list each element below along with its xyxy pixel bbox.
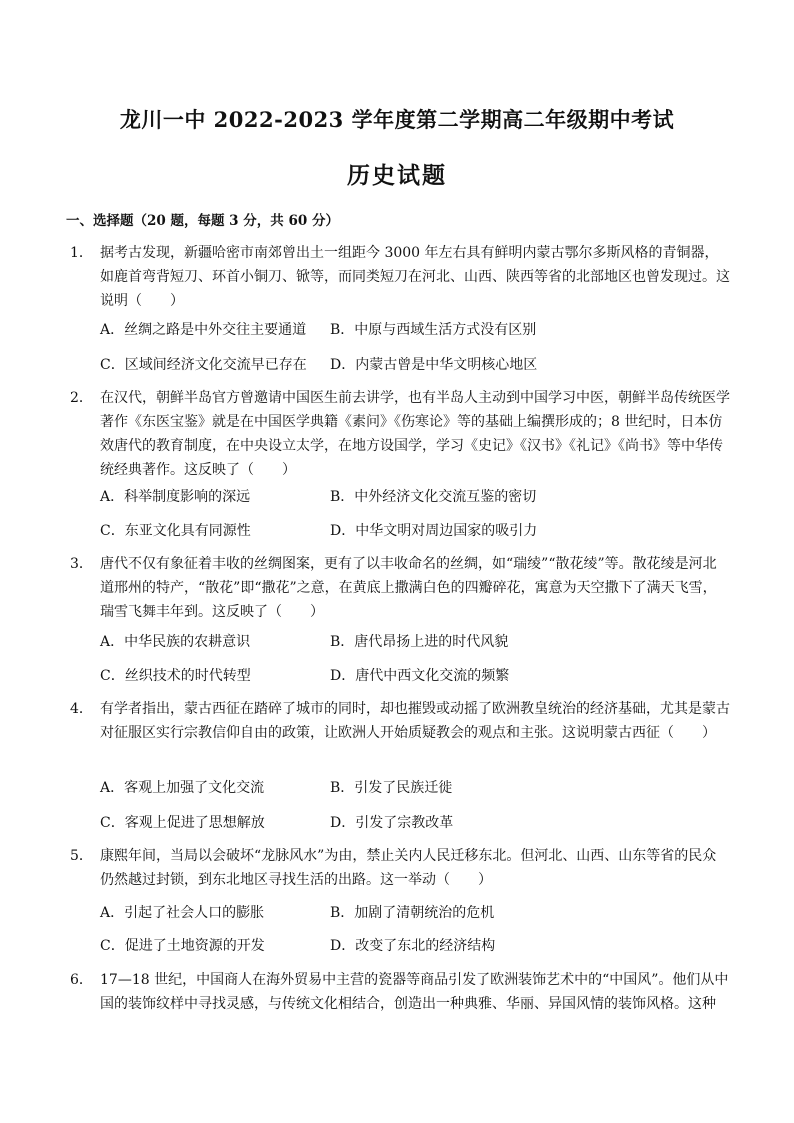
exam-title: 龙川一中 2022-2023 学年度第二学期高二年级期中考试 <box>119 107 675 132</box>
option-d: D．中华文明对周边国家的吸引力 <box>330 523 538 539</box>
question-2 <box>70 386 730 482</box>
option-a: A．引起了社会人口的膨胀 <box>100 905 265 921</box>
option-b: B．唐代昂扬上进的时代风貌 <box>330 634 509 650</box>
question-number: 1． <box>70 245 93 261</box>
question-number: 6． <box>70 972 93 988</box>
option-a: A．中华民族的农耕意识 <box>100 634 251 650</box>
question-stem: 在汉代，朝鲜半岛官方曾邀请中国医生前去讲学，也有半岛人主动到中国学习中医，朝鲜半岛传统医学著作《东医宝鉴》就是在中国医学典籍《素问》《伤寒论》等的基础上编撰形成的；8 世纪时，日本仿效唐代的教育制度，在中央设立太学，在地方设国学，学习《史记》《汉书》《礼记》《尚书》等中华传统经典著作。这反映了（ ） <box>100 390 730 478</box>
option-c: C．丝织技术的时代转型 <box>100 668 251 684</box>
section-heading: 一、选择题（20 题，每题 3 分，共 60 分） <box>66 213 339 229</box>
option-a: A．科举制度影响的深远 <box>100 489 251 505</box>
option-b: B．引发了民族迁徙 <box>330 780 453 796</box>
question-4 <box>70 697 730 745</box>
question-stem: 有学者指出，蒙古西征在踏碎了城市的同时，却也摧毁或动摇了欧洲教皇统治的经济基础，尤其是蒙古对征服区实行宗教信仰自由的政策，让欧洲人开始质疑教会的观点和主张。这说明蒙古西征（ ） <box>100 701 730 741</box>
option-d: D．改变了东北的经济结构 <box>330 938 496 954</box>
option-c: C．东亚文化具有同源性 <box>100 523 251 539</box>
question-stem: 17—18 世纪，中国商人在海外贸易中主营的瓷器等商品引发了欧洲装饰艺术中的“中国风”。他们从中国的装饰纹样中寻找灵感，与传统文化相结合，创造出一种典雅、华丽、异国风情的装饰风格。这种 <box>100 972 729 1012</box>
question-number: 4． <box>70 701 93 717</box>
question-6 <box>70 968 730 1016</box>
question-3 <box>70 552 730 624</box>
question-5 <box>70 844 730 892</box>
option-a: A．丝绸之路是中外交往主要通道 <box>100 322 307 338</box>
option-b: B．中外经济文化交流互鉴的密切 <box>330 489 537 505</box>
option-d: D．引发了宗教改革 <box>330 815 454 831</box>
question-stem: 康熙年间，当局以会破坏“龙脉风水”为由，禁止关内人民迁移东北。但河北、山西、山东等省的民众仍然越过封锁，到东北地区寻找生活的出路。这一举动（ ） <box>100 848 717 888</box>
option-c: C．客观上促进了思想解放 <box>100 815 265 831</box>
option-c: C．区域间经济文化交流早已存在 <box>100 357 307 373</box>
option-c: C．促进了土地资源的开发 <box>100 938 265 954</box>
exam-subtitle: 历史试题 <box>347 162 447 189</box>
option-d: D．唐代中西文化交流的频繁 <box>330 668 510 684</box>
question-stem: 唐代不仅有象征着丰收的丝绸图案，更有了以丰收命名的丝绸，如“瑞绫”“散花绫”等。散花绫是河北道邢州的特产，“散花”即“撒花”之意，在黄底上撒满白色的四瓣碎花，寓意为天空撒下了满天飞雪，瑞雪飞舞丰年到。这反映了（ ） <box>100 556 717 620</box>
question-1 <box>70 241 730 313</box>
question-number: 2． <box>70 390 93 406</box>
option-b: B．加剧了清朝统治的危机 <box>330 905 495 921</box>
question-stem: 据考古发现，新疆哈密市南郊曾出土一组距今 3000 年左右具有鲜明内蒙古鄂尔多斯风格的青铜器，如鹿首弯背短刀、环首小铜刀、锨等，而同类短刀在河北、山西、陕西等省的北部地区也曾发现过。这说明（ ） <box>100 245 730 309</box>
question-number: 3． <box>70 556 93 572</box>
option-d: D．内蒙古曾是中华文明核心地区 <box>330 357 538 373</box>
option-a: A．客观上加强了文化交流 <box>100 780 265 796</box>
option-b: B．中原与西域生活方式没有区别 <box>330 322 537 338</box>
question-number: 5． <box>70 848 93 864</box>
